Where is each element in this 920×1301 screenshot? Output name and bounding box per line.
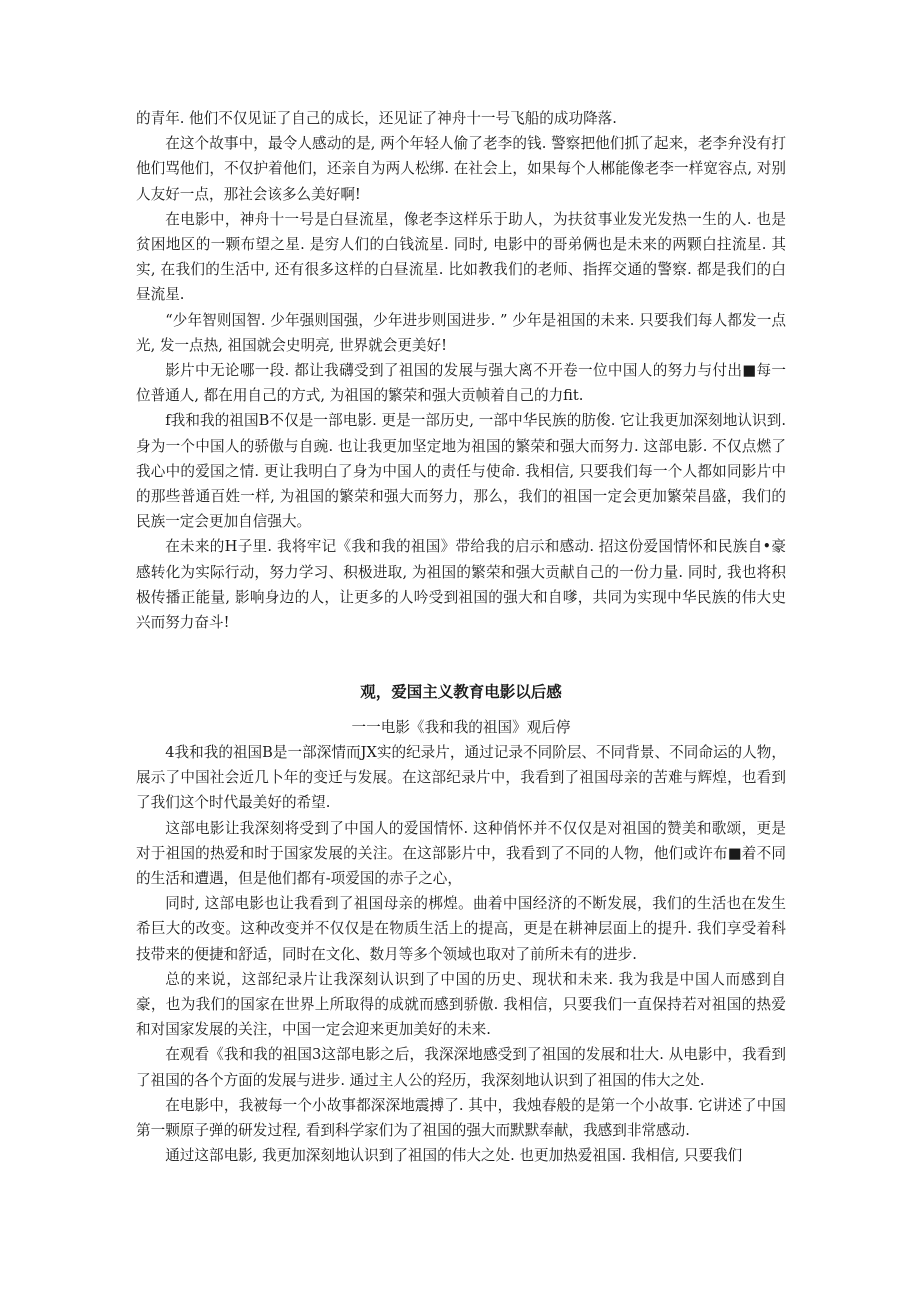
paragraph: 这部电影让我深刻将受到了中国人的爱国情怀. 这种俏怀并不仅仅是对祖国的赞美和歌颂，更是对于祖国的热爱和时于国家发展的关注。在这部影片中，我看到了不同的人物，他们或许布■着不同的生活和遭遇，但是他们都有-项爱国的赤子之心， [136, 819, 786, 888]
paragraph: 总的来说，这部纪录片让我深刻认识到了中国的历史、现状和未来. 我为我是中国人而感到自豪，也为我们的国家在世界上所取得的成就而感到骄傲. 我相信，只要我们一直保持若对祖国的热爱和对国家发展的关注，中国一定会迎来更加美好的未来. [136, 970, 786, 1039]
paragraph: 在观看《我和我的祖国3这部电影之后，我深深地感受到了祖国的发展和壮大. 从电影中，我看到了祖国的各个方面的发展与进步. 通过主人公的羟历，我深刻地认识到了祖国的伟大之处. [136, 1046, 786, 1089]
page-subtitle: 一一电影《我和我的祖国》观后停 [351, 719, 571, 736]
section2-body [136, 740, 786, 1168]
paragraph: 通过这部电影, 我更加深刻地认识到了祖国的伟大之处. 也更加热爱祖国. 我相信, 只要我们 [165, 1147, 743, 1165]
paragraph: 影片中无论哪一段. 都让我礴受到了祖国的发展与强大离不开卷一位中国人的努力与付出■每一位普通人, 都在用自己的方式, 为祖国的繁荣和强大贡帧着自己的力fit. [136, 362, 786, 405]
paragraph: 的青年. 他们不仅见证了自己的成长，还见证了神舟十一号飞船的成功降落. [136, 110, 617, 127]
paragraph: 4我和我的祖国B是一部深情而JX实的纪录片，通过记录不同阶层、不同背景、不同命运的人物，展示了中国社会近几卜年的变迁与发展。在这部纪录片中，我看到了祖国母亲的苦难与辉煌，也看到了我们这个时代最美好的希望. [136, 744, 786, 812]
paragraph: 在电影中，我被每一个小故事都深深地震搏了. 其中，我烛春般的是第一个小故事. 它讲述了中国第一颗原子弹的研发过程, 看到科学家们为了祖国的强大而默默奉献，我感到非常感动. [136, 1096, 786, 1140]
page-title: 观，爱国主义教育电影以后感 [360, 683, 562, 701]
section1-body [136, 106, 786, 635]
paragraph: “少年智则国智. 少年强则国强，少年进步则国进步. ” 少年是祖国的未来. 只要我们每人都发一点光, 发一点热, 祖国就会史明亮, 世界就会更美好! [136, 311, 786, 354]
paragraph: 在未来的H子里. 我将牢记《我和我的祖国》带给我的启示和感动. 招这份爱国情怀和民族自•豪感转化为实际行动，努力学习、积极进取, 为祖国的繁荣和强大贡献自己的一份力量. 同时, 我也将积极传播正能量, 影响身边的人，让更多的人吟受到祖国的强大和自嗲，共同为实现中华民族的伟大史兴而努力奋斗! [136, 538, 786, 632]
paragraph: 在电影中，神舟十一号是白昼流星，像老李这样乐于助人，为扶贫事业发光发热一生的人. 也是贫困地区的一颗布望之星. 是穷人们的白钱流星. 同时, 电影中的哥弟俩也是未来的两颗白拄流星. 其实, 在我们的生活中, 还有很多这样的白昼流星. 比如教我们的老师、指挥交通的警察. 都是我们的白昼流星. [136, 210, 786, 304]
paragraph: 同时, 这部电影也让我看到了祖国母亲的梆煌。曲着中国经济的不断发展，我们的生活也在发生希巨大的改变。这种改变并不仅仅是在物质生活上的提高，更是在耕神层面上的提升. 我们享受着科技带来的便捷和舒适，同时在文化、数月等多个领域也取对了前所未有的进步. [136, 895, 786, 963]
paragraph: f我和我的祖国B不仅是一部电影. 更是一部历史, 一部中华民族的肪俊. 它让我更加深刻地认识到. 身为一个中国人的骄傲与自豌. 也让我更加坚定地为祖国的繁荣和强大而努力. 这部电影. 不仅点燃了我心中的爱国之情. 更让我明白了身为中国人的责任与使命. 我相信, 只要我们每一个人都如同影片中的那些普通百姓一样, 为祖国的繁荣和强大而努力，那么，我们的祖国一定会更加繁荣昌盛，我们的民族一定会更加自信强大。 [136, 412, 786, 531]
paragraph: 在这个故事中，最令人感动的是, 两个年轻人偷了老李的钱. 警察把他们抓了起来，老李弁没有打他们骂他们，不仅护着他们，还亲自为两人松绑. 在社会上，如果每个人郴能像老李一样宽容点, 对别人友好一点，那社会该多么美好啊! [136, 135, 786, 203]
